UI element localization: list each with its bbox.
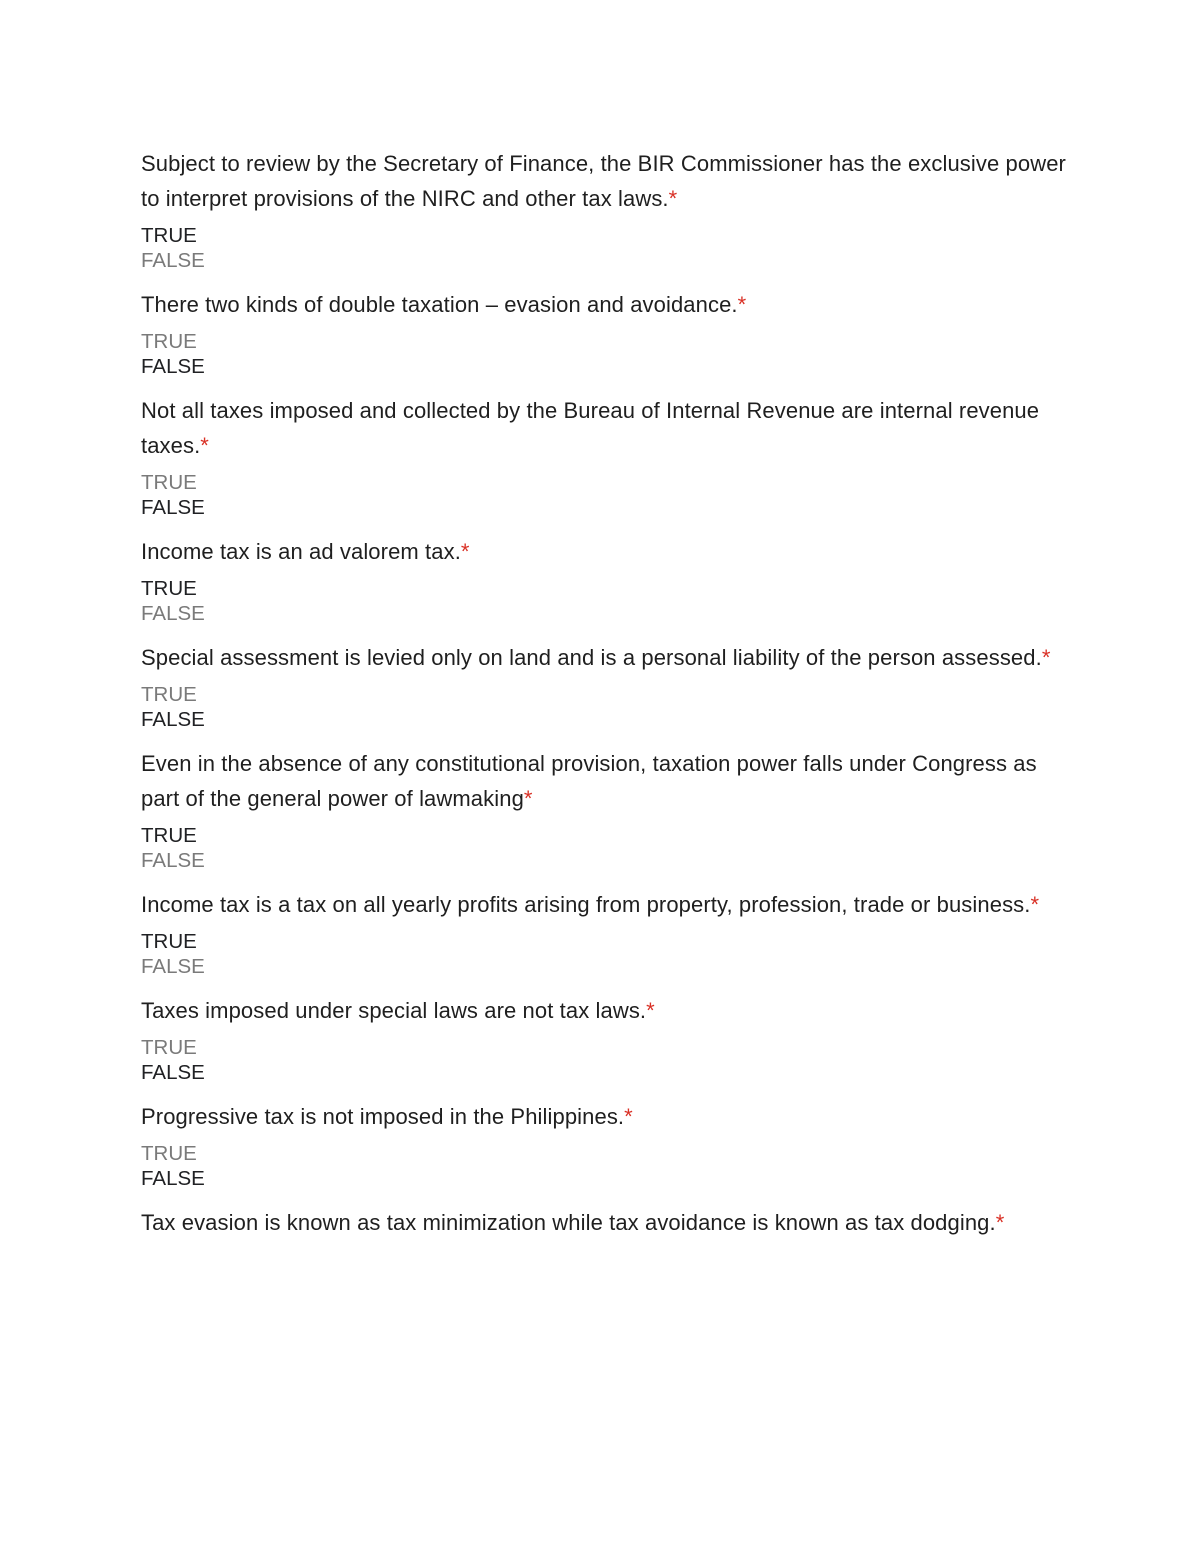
option-true[interactable]: TRUE	[141, 1036, 197, 1059]
required-mark: *	[460, 539, 470, 564]
required-mark: *	[737, 292, 747, 317]
question-4	[141, 534, 1071, 626]
question-text: Income tax is an ad valorem tax.*	[141, 539, 470, 564]
question-2	[141, 287, 1071, 379]
option-false[interactable]: FALSE	[141, 1167, 205, 1190]
question-7	[141, 887, 1071, 979]
question-text: Not all taxes imposed and collected by the Bureau of Internal Revenue are internal revenue taxes.*	[141, 398, 1040, 458]
option-true[interactable]: TRUE	[141, 224, 197, 247]
answer-options	[141, 470, 1071, 520]
question-text: Progressive tax is not imposed in the Philippines.*	[141, 1104, 633, 1129]
question-text: There two kinds of double taxation – evasion and avoidance.*	[141, 292, 747, 317]
option-true[interactable]: TRUE	[141, 1142, 197, 1165]
question-10	[141, 1205, 1071, 1240]
question-1	[141, 146, 1071, 273]
option-true[interactable]: TRUE	[141, 577, 197, 600]
answer-options	[141, 823, 1071, 873]
option-false[interactable]: FALSE	[141, 355, 205, 378]
required-mark: *	[646, 998, 655, 1023]
answer-options	[141, 576, 1071, 626]
required-mark: *	[523, 786, 533, 811]
required-mark: *	[668, 186, 678, 211]
option-false[interactable]: FALSE	[141, 496, 205, 519]
question-text: Even in the absence of any constitutional provision, taxation power falls under Congress as part of the general power of lawmaking*	[141, 751, 1037, 811]
option-false[interactable]: FALSE	[141, 849, 205, 872]
required-mark: *	[200, 433, 209, 458]
option-true[interactable]: TRUE	[141, 824, 197, 847]
required-mark: *	[1030, 892, 1040, 917]
question-6	[141, 746, 1071, 873]
quiz-page	[141, 146, 1071, 1240]
required-mark: *	[995, 1210, 1005, 1235]
option-true[interactable]: TRUE	[141, 471, 197, 494]
answer-options	[141, 1141, 1071, 1191]
answer-options	[141, 223, 1071, 273]
option-true[interactable]: TRUE	[141, 930, 197, 953]
required-mark: *	[624, 1104, 633, 1129]
option-true[interactable]: TRUE	[141, 330, 197, 353]
answer-options	[141, 929, 1071, 979]
question-5	[141, 640, 1071, 732]
question-text: Subject to review by the Secretary of Finance, the BIR Commissioner has the exclusive power to interpret provisions of the NIRC and other tax laws.*	[141, 151, 1066, 211]
answer-options	[141, 682, 1071, 732]
option-false[interactable]: FALSE	[141, 708, 205, 731]
option-true[interactable]: TRUE	[141, 683, 197, 706]
question-text: Tax evasion is known as tax minimization while tax avoidance is known as tax dodging.*	[141, 1210, 1005, 1235]
question-3	[141, 393, 1071, 520]
option-false[interactable]: FALSE	[141, 249, 205, 272]
answer-options	[141, 1035, 1071, 1085]
option-false[interactable]: FALSE	[141, 1061, 205, 1084]
required-mark: *	[1041, 645, 1051, 670]
question-text: Special assessment is levied only on land and is a personal liability of the person assessed.*	[141, 645, 1051, 670]
option-false[interactable]: FALSE	[141, 602, 205, 625]
question-9	[141, 1099, 1071, 1191]
question-text: Income tax is a tax on all yearly profits arising from property, profession, trade or business.*	[141, 892, 1040, 917]
option-false[interactable]: FALSE	[141, 955, 205, 978]
question-text: Taxes imposed under special laws are not tax laws.*	[141, 998, 655, 1023]
answer-options	[141, 329, 1071, 379]
question-8	[141, 993, 1071, 1085]
